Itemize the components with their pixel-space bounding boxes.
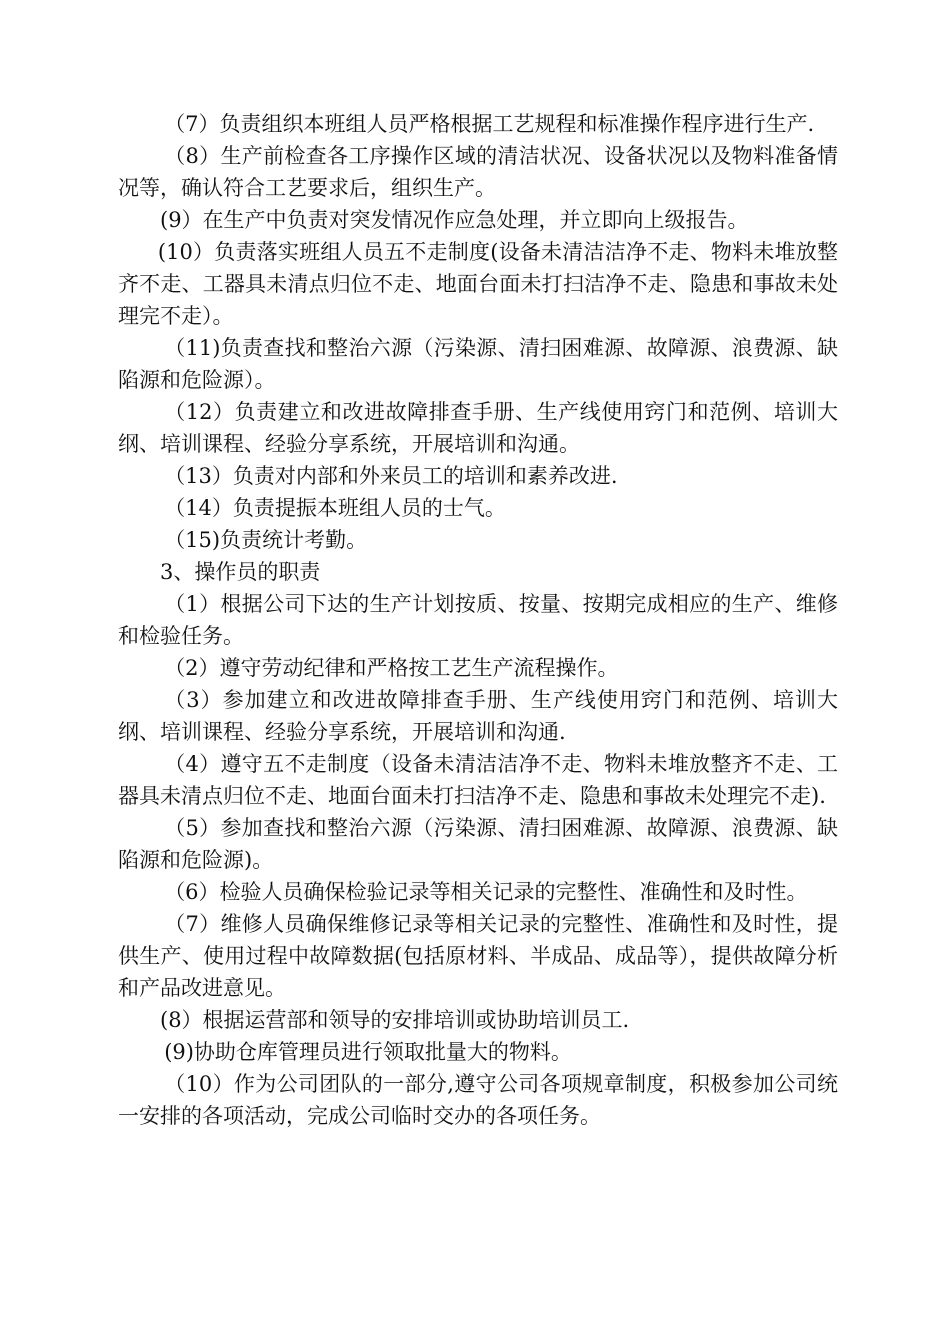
paragraph-13-training: （13）负责对内部和外来员工的培训和素养改进.: [164, 464, 618, 488]
paragraph-7-organize-production: （7）负责组织本班组人员严格根据工艺规程和标准操作程序进行生产.: [164, 112, 815, 136]
paragraph-8-pre-production-check: （8）生产前检查各工序操作区域的清洁状况、设备状况以及物料准备情况等，确认符合工艺要求后，组织生产。: [118, 144, 838, 200]
operator-paragraph-9: (9)协助仓库管理员进行领取批量大的物料。: [164, 1040, 572, 1064]
operator-paragraph-5: （5）参加查找和整治六源（污染源、清扫困难源、故障源、浪费源、缺陷源和危险源)。: [118, 816, 838, 872]
document-page: [118, 108, 838, 1132]
operator-paragraph-6: （6）检验人员确保检验记录等相关记录的完整性、准确性和及时性。: [164, 880, 808, 904]
paragraph-11-six-sources: （11)负责查找和整治六源（污染源、清扫困难源、故障源、浪费源、缺陷源和危险源）。: [118, 336, 838, 392]
paragraph-9-emergency-handling: (9）在生产中负责对突发情况作应急处理，并立即向上级报告。: [160, 208, 749, 232]
operator-paragraph-8: (8）根据运营部和领导的安排培训或协助培训员工.: [160, 1008, 630, 1032]
paragraph-15-attendance: （15)负责统计考勤。: [164, 528, 368, 552]
paragraph-10-five-rules: (10）负责落实班组人员五不走制度(设备未清洁洁净不走、物料未堆放整齐不走、工器具未清点归位不走、地面台面未打扫洁净不走、隐患和事故未处理完不走）。: [118, 240, 838, 328]
operator-paragraph-2: （2）遵守劳动纪律和严格按工艺生产流程操作。: [164, 656, 619, 680]
operator-paragraph-4: （4）遵守五不走制度（设备未清洁洁净不走、物料未堆放整齐不走、工器具未清点归位不走、地面台面未打扫洁净不走、隐患和事故未处理完不走).: [118, 752, 838, 808]
operator-paragraph-7: （7）维修人员确保维修记录等相关记录的完整性、准确性和及时性，提供生产、使用过程中故障数据(包括原材料、半成品、成品等），提供故障分析和产品改进意见。: [118, 912, 838, 1000]
operator-paragraph-3: （3）参加建立和改进故障排查手册、生产线使用窍门和范例、培训大纲、培训课程、经验分享系统，开展培训和沟通.: [118, 688, 838, 744]
section-heading-operator-duties: 3、操作员的职责: [160, 560, 321, 584]
operator-paragraph-10: （10）作为公司团队的一部分,遵守公司各项规章制度，积极参加公司统一安排的各项活动，完成公司临时交办的各项任务。: [118, 1072, 838, 1128]
paragraph-12-troubleshooting-manual: （12）负责建立和改进故障排查手册、生产线使用窍门和范例、培训大纲、培训课程、经验分享系统，开展培训和沟通。: [118, 400, 838, 456]
operator-paragraph-1: （1）根据公司下达的生产计划按质、按量、按期完成相应的生产、维修和检验任务。: [118, 592, 838, 648]
paragraph-14-morale: （14）负责提振本班组人员的士气。: [164, 496, 506, 520]
